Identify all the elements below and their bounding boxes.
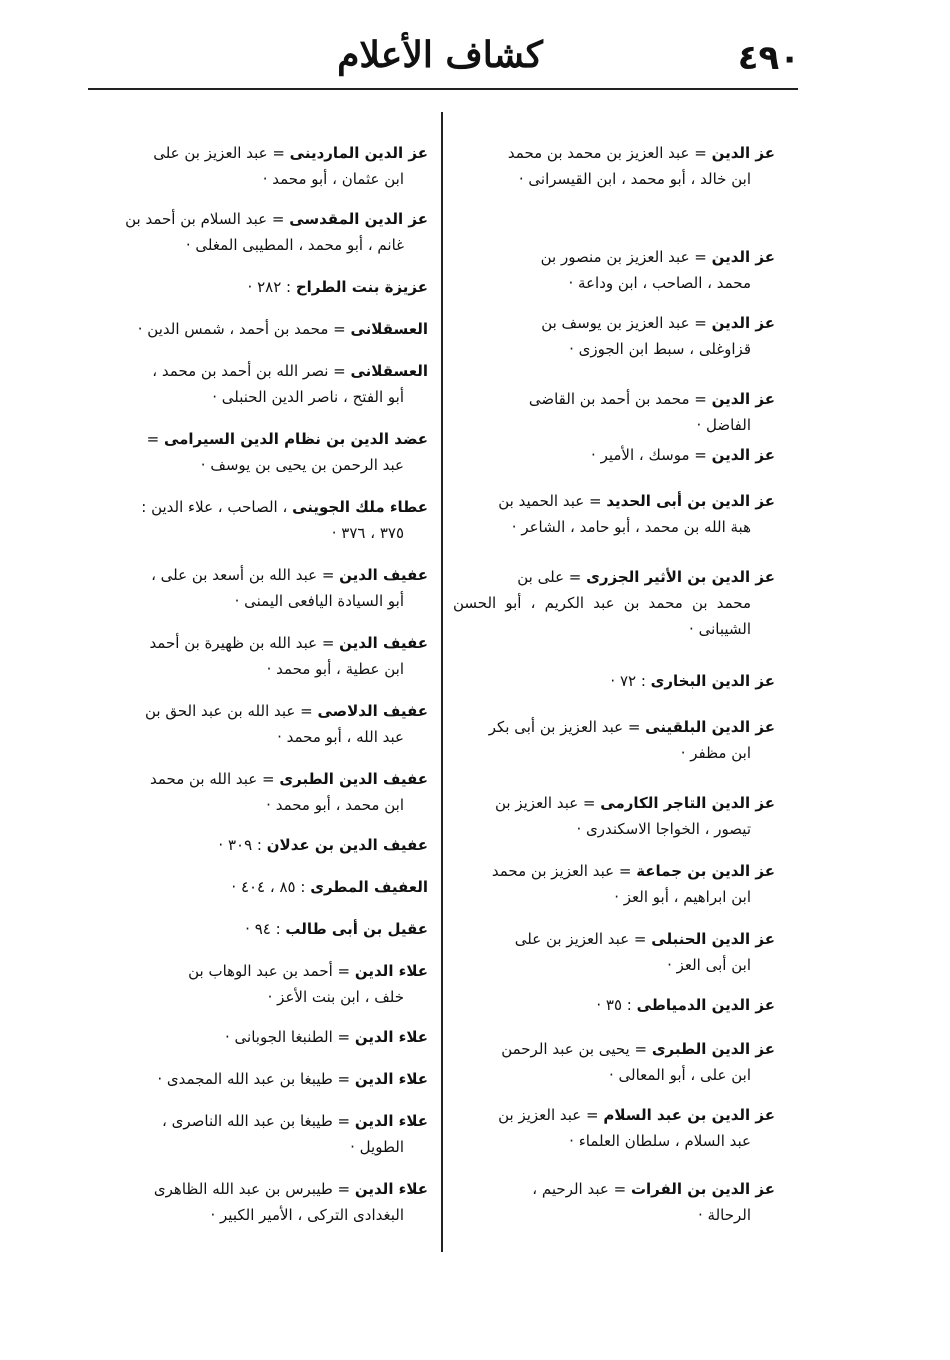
- entry-continuation: أبو السيادة اليافعى اليمنى ·: [234, 592, 404, 610]
- index-entry: [106, 1024, 428, 1050]
- entry-headword: علاء الدين: [354, 1070, 428, 1088]
- entry-headword: العفيف المطرى: [310, 878, 428, 896]
- entry-text: = أحمد بن عبد الوهاب بن: [188, 962, 355, 980]
- index-entry: [106, 140, 428, 192]
- entry-text: = عبد الله بن محمد: [149, 770, 280, 788]
- index-entry: [453, 1036, 775, 1088]
- entry-text: = عبد الرحيم ،: [532, 1180, 631, 1198]
- entry-continuation: ابن على ، أبو المعالى ·: [608, 1066, 751, 1084]
- index-entry: [453, 714, 775, 766]
- header-rule: [88, 88, 798, 90]
- index-entry: [106, 630, 428, 682]
- index-entry: [453, 790, 775, 842]
- entry-headword: عز الدين البخارى: [650, 672, 775, 690]
- index-entry: [453, 992, 775, 1018]
- entry-text: : ٣٥ ·: [596, 996, 637, 1014]
- entry-continuation: أبو الفتح ، ناصر الدين الحنبلى ·: [212, 388, 404, 406]
- index-entry: [106, 426, 428, 478]
- entry-text: = عبد العزيز بن على: [514, 930, 652, 948]
- entry-headword: عز الدين بن الأثير الجزرى: [586, 568, 775, 586]
- entry-text: = عبد العزيز بن يوسف بن: [541, 314, 712, 332]
- entry-continuation: الرحالة ·: [697, 1206, 751, 1224]
- entry-text: : ٩٤ ·: [245, 920, 286, 938]
- entry-continuation: ابن خالد ، أبو محمد ، ابن القيسرانى ·: [518, 170, 751, 188]
- entry-headword: عفيف الدلاصى: [317, 702, 428, 720]
- index-entry: [453, 1176, 775, 1228]
- entry-headword: عز الدين: [711, 144, 775, 162]
- index-entry: [453, 488, 775, 540]
- entry-text: : ٨٥ ، ٤٠٤ ·: [231, 878, 311, 896]
- index-entry: [453, 386, 775, 438]
- page-title: كشاف الأعلام: [337, 34, 543, 76]
- entry-continuation: ابن عطية ، أبو محمد ·: [266, 660, 404, 678]
- entry-text: = محمد بن أحمد بن القاضى: [528, 390, 712, 408]
- entry-headword: عز الدين الماردينى: [289, 144, 428, 162]
- entry-headword: العسقلانى: [350, 320, 428, 338]
- column-divider: [441, 112, 443, 1252]
- entry-text: = على بن: [517, 568, 587, 586]
- index-entry: [453, 668, 775, 694]
- entry-headword: عز الدين: [711, 390, 775, 408]
- entry-headword: عز الدين: [711, 446, 775, 464]
- entry-headword: عفيف الدين الطبرى: [279, 770, 428, 788]
- entry-headword: عز الدين البلقينى: [645, 718, 775, 736]
- index-entry: [106, 358, 428, 410]
- entry-headword: عزيزة بنت الطراح: [295, 278, 428, 296]
- entry-text: =: [146, 430, 164, 448]
- entry-continuation: محمد ، الصاحب ، ابن وداعة ·: [568, 274, 751, 292]
- entry-text: = عبد العزيز بن على: [153, 144, 290, 162]
- entry-headword: عز الدين: [711, 248, 775, 266]
- entry-continuation: البغدادى التركى ، الأمير الكبير ·: [210, 1206, 404, 1224]
- entry-text: : ٣٠٩ ·: [218, 836, 267, 854]
- entry-headword: عز الدين الحنبلى: [651, 930, 775, 948]
- index-entry: [453, 858, 775, 910]
- entry-continuation: ابن مظفر ·: [680, 744, 751, 762]
- entry-continuation: ابن أبى العز ·: [667, 956, 751, 974]
- entry-headword: عز الدين بن عبد السلام: [603, 1106, 775, 1124]
- index-entry: [453, 564, 775, 642]
- entry-text: : ٧٢ ·: [610, 672, 651, 690]
- entry-continuation: ابن عثمان ، أبو محمد ·: [262, 170, 404, 188]
- index-entry: [106, 494, 428, 546]
- entry-continuation: عبد الرحمن بن يحيى بن يوسف ·: [200, 456, 404, 474]
- entry-text: = عبد العزيز بن منصور بن: [540, 248, 712, 266]
- entry-text: = عبد العزيز بن: [498, 1106, 604, 1124]
- index-entry: [106, 916, 428, 942]
- index-entry: [453, 244, 775, 296]
- entry-headword: عز الدين التاجر الكارمى: [600, 794, 775, 812]
- entry-text: = طيبرس بن عبد الله الظاهرى: [153, 1180, 355, 1198]
- entry-continuation: ٣٧٥ ، ٣٧٦ ·: [331, 524, 404, 542]
- entry-headword: عز الدين المقدسى: [289, 210, 428, 228]
- entry-headword: العسقلانى: [350, 362, 428, 380]
- entry-text: = نصر الله بن أحمد بن محمد ،: [152, 362, 351, 380]
- entry-text: = طيبغا بن عبد الله المجمدى ·: [157, 1070, 355, 1088]
- entry-continuation: هبة الله بن محمد ، أبو حامد ، الشاعر ·: [511, 518, 751, 536]
- entry-headword: عز الدين الطبرى: [651, 1040, 775, 1058]
- entry-headword: عز الدين: [711, 314, 775, 332]
- entry-headword: علاء الدين: [354, 1028, 428, 1046]
- index-entry: [106, 832, 428, 858]
- entry-headword: علاء الدين: [354, 1180, 428, 1198]
- entry-continuation: الطويل ·: [350, 1138, 404, 1156]
- entry-headword: عفيف الدين: [339, 566, 428, 584]
- entry-text: = الطنبغا الجوبانى ·: [224, 1028, 355, 1046]
- entry-continuation: ابن محمد ، أبو محمد ·: [266, 796, 404, 814]
- entry-text: = يحيى بن عبد الرحمن: [501, 1040, 652, 1058]
- entry-text: = عبد العزيز بن محمد: [491, 862, 637, 880]
- entry-text: = عبد العزيز بن: [494, 794, 601, 812]
- entry-headword: علاء الدين: [354, 1112, 428, 1130]
- entry-continuation: قزاوغلى ، سبط ابن الجوزى ·: [569, 340, 751, 358]
- index-entry: [106, 1066, 428, 1092]
- index-entry: [106, 874, 428, 900]
- entry-text: = عبد الحميد بن: [498, 492, 607, 510]
- entry-text: = عبد الله بن عبد الحق بن: [144, 702, 318, 720]
- entry-text: = طيبغا بن عبد الله الناصرى ،: [162, 1112, 355, 1130]
- entry-continuation: تيصور ، الخواجا الاسكندرى ·: [576, 820, 751, 838]
- entry-text: = عبد العزيز بن محمد بن محمد: [507, 144, 712, 162]
- entry-headword: عضد الدين بن نظام الدين السيرامى: [163, 430, 428, 448]
- entry-text: = عبد الله بن أسعد بن على ،: [151, 566, 340, 584]
- index-entry: [453, 140, 775, 192]
- entry-text: = عبد العزيز بن أبى بكر: [488, 718, 646, 736]
- entry-text: = محمد بن أحمد ، شمس الدين ·: [137, 320, 351, 338]
- entry-continuation: غانم ، أبو محمد ، المطيبى المغلى ·: [185, 236, 404, 254]
- index-entry: [106, 206, 428, 258]
- index-entry: [453, 1102, 775, 1154]
- index-entry: [106, 766, 428, 818]
- entry-headword: عز الدين بن أبى الحديد: [606, 492, 775, 510]
- page-header: [80, 34, 800, 90]
- entry-continuation: خلف ، ابن بنت الأعز ·: [267, 988, 404, 1006]
- entry-continuation: محمد بن محمد بن عبد الكريم ، أبو الحسن الشيبانى ·: [453, 594, 751, 638]
- index-entry: [106, 1176, 428, 1228]
- entry-headword: عز الدين الدمياطى: [636, 996, 775, 1014]
- index-entry: [106, 274, 428, 300]
- index-entry: [106, 698, 428, 750]
- entry-headword: عز الدين بن الفرات: [630, 1180, 775, 1198]
- entry-headword: عقيل بن أبى طالب: [285, 920, 428, 938]
- entry-text: = عبد الله بن ظهيرة بن أحمد: [149, 634, 340, 652]
- entry-text: : ٢٨٢ ·: [247, 278, 296, 296]
- entry-continuation: عبد الله ، أبو محمد ·: [277, 728, 404, 746]
- entry-headword: عفيف الدين: [339, 634, 428, 652]
- index-entry: [453, 310, 775, 362]
- entry-text: = عبد السلام بن أحمد بن: [125, 210, 290, 228]
- index-entry: [106, 958, 428, 1010]
- index-entry: [106, 1108, 428, 1160]
- index-entry: [106, 562, 428, 614]
- index-entry: [106, 316, 428, 342]
- entry-headword: عز الدين بن جماعة: [636, 862, 775, 880]
- entry-continuation: عبد السلام ، سلطان العلماء ·: [569, 1132, 751, 1150]
- entry-text: = موسك ، الأمير ·: [591, 446, 712, 464]
- entry-continuation: الفاضل ·: [696, 416, 751, 434]
- page-number: ٤٩٠: [737, 38, 800, 78]
- entry-headword: عطاء ملك الجوينى: [292, 498, 428, 516]
- entry-headword: علاء الدين: [354, 962, 428, 980]
- entry-headword: عفيف الدين بن عدلان: [266, 836, 428, 854]
- entry-continuation: ابن ابراهيم ، أبو العز ·: [614, 888, 751, 906]
- index-entry: [453, 926, 775, 978]
- index-entry: [453, 442, 775, 468]
- entry-text: ، الصاحب ، علاء الدين :: [141, 498, 293, 516]
